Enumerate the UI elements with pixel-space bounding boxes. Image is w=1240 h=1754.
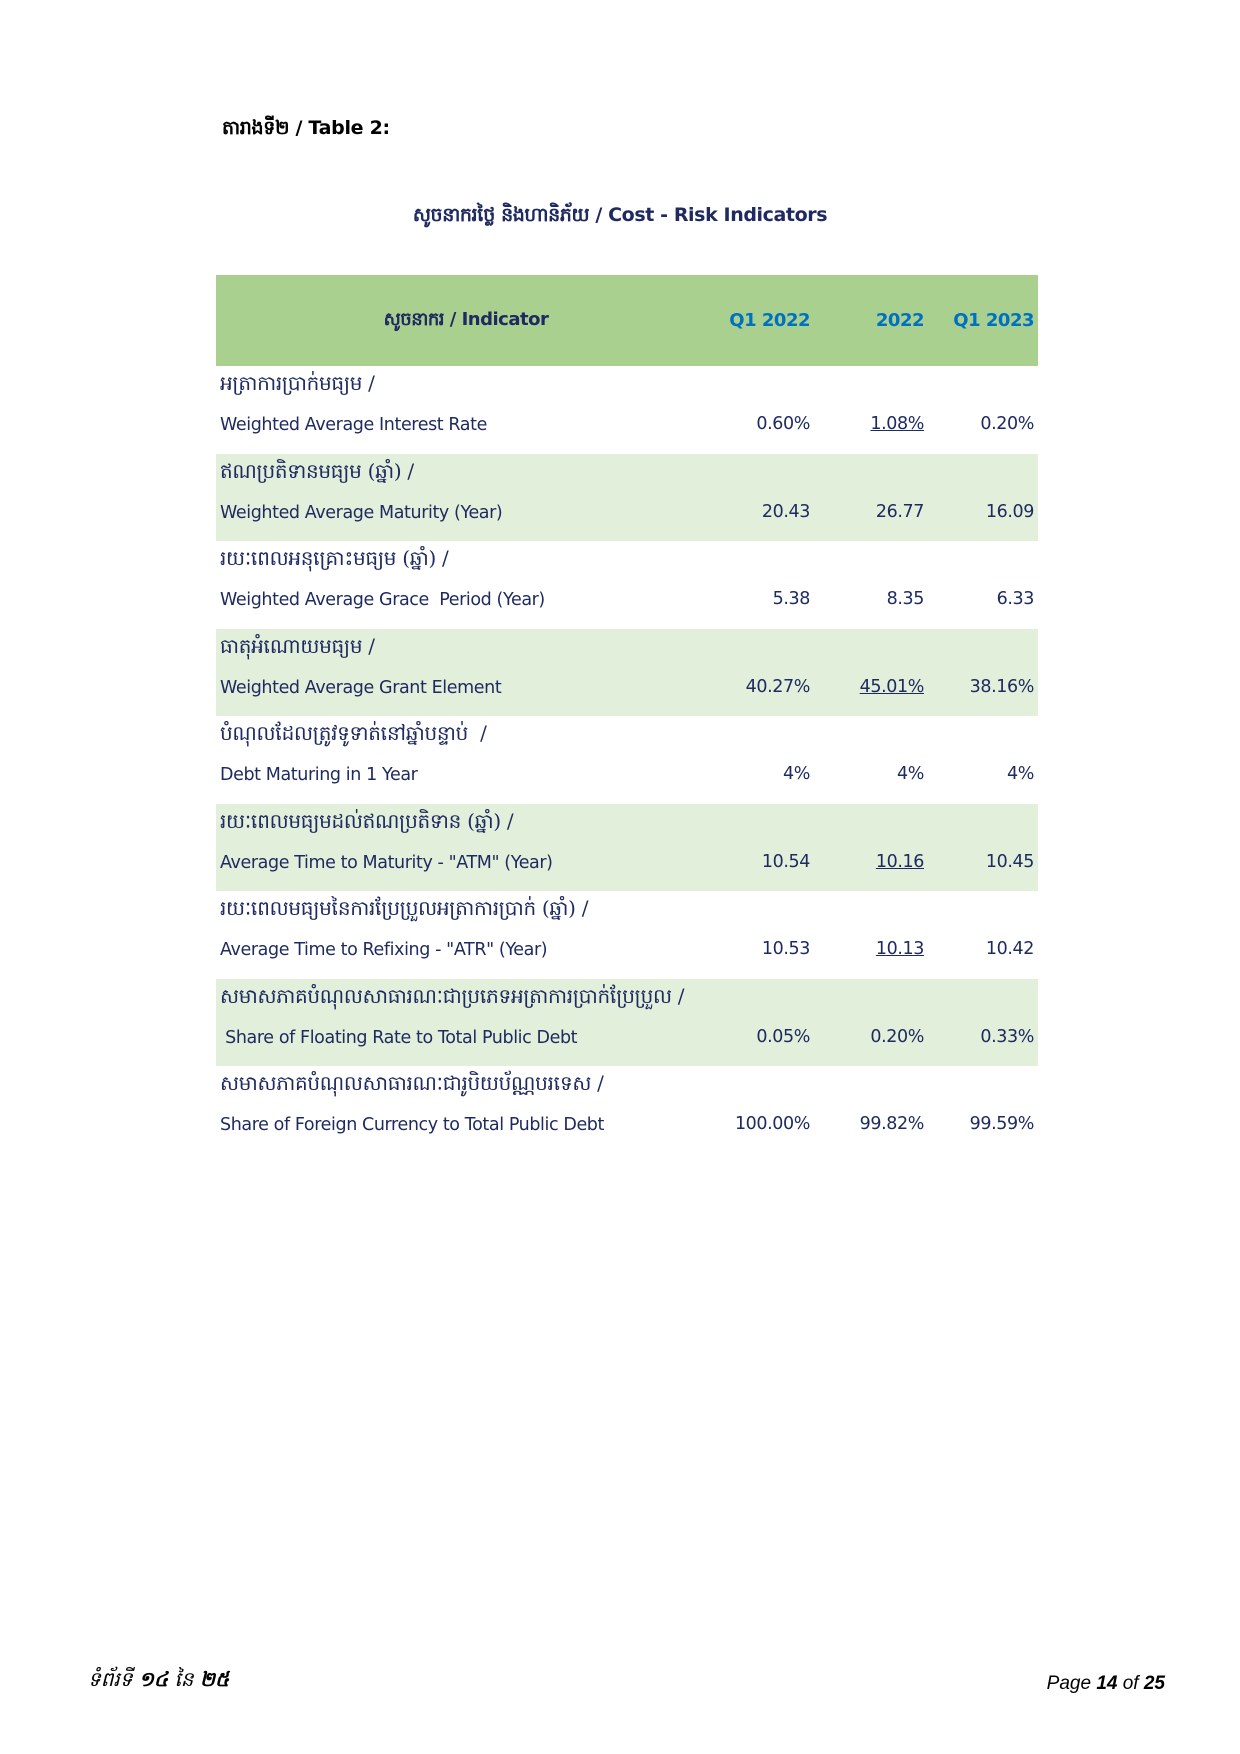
table-row (216, 366, 1038, 454)
indicator-cell (216, 804, 686, 892)
indicator-km: សមាសភាគបំណុលសាធារណៈជារូបិយប័ណ្ណបរទេស / (220, 1071, 604, 1095)
value-text: 10.54 (761, 851, 810, 872)
value-text: 10.53 (761, 939, 810, 959)
value-text: 4% (783, 764, 810, 784)
value-q1-2023 (928, 366, 1038, 454)
value-2022 (814, 979, 928, 1067)
value-text: 16.09 (985, 501, 1034, 522)
indicator-cell (216, 454, 686, 542)
footer-en-of: of (1117, 1673, 1144, 1694)
indicator-km: រយៈពេលមធ្យមនៃការប្រែប្រួលអត្រាការប្រាក់ (ឆ្នាំ) / (220, 896, 589, 920)
indicator-en: Weighted Average Interest Rate (220, 415, 487, 435)
indicator-cell (216, 716, 686, 804)
indicator-cell (216, 541, 686, 629)
table-row (216, 541, 1038, 629)
value-q1-2023 (928, 804, 1038, 892)
indicator-en: Average Time to Refixing - "ATR" (Year) (220, 940, 548, 960)
value-text: 0.20% (870, 1026, 924, 1047)
table-row (216, 716, 1038, 804)
value-2022 (814, 629, 928, 717)
indicator-km: ធាតុអំណោយមធ្យម / (220, 633, 375, 658)
value-text: 4% (1007, 764, 1034, 784)
value-q1-2022 (686, 366, 814, 454)
cost-risk-table (216, 275, 1038, 1154)
indicator-km: ឥណប្រតិទានមធ្យម (ឆ្នាំ) / (220, 458, 414, 483)
header-indicator: សូចនាករ / Indicator (383, 309, 549, 330)
value-text: 45.01% (859, 676, 924, 697)
table-header-row (216, 275, 1038, 366)
value-text: 26.77 (875, 501, 924, 522)
table-row (216, 1066, 1038, 1154)
value-text: 10.42 (985, 939, 1034, 959)
value-q1-2023 (928, 1066, 1038, 1154)
indicator-km: បំណុលដែលត្រូវទូទាត់នៅឆ្នាំបន្ទាប់ / (220, 721, 487, 745)
indicator-en: Weighted Average Maturity (Year) (220, 502, 503, 523)
table-row (216, 891, 1038, 979)
table-label: តារាងទី២ / Table 2: (222, 117, 390, 139)
value-q1-2022 (686, 541, 814, 629)
footer-en-prefix: Page (1046, 1673, 1097, 1694)
value-text: 6.33 (996, 589, 1034, 609)
value-text: 10.16 (875, 851, 924, 872)
indicator-km: អត្រាការប្រាក់មធ្យម / (220, 371, 375, 395)
value-q1-2023 (928, 629, 1038, 717)
value-q1-2022 (686, 804, 814, 892)
value-q1-2023 (928, 716, 1038, 804)
value-text: 10.13 (875, 939, 924, 959)
indicator-cell (216, 891, 686, 979)
value-text: 8.35 (886, 589, 924, 609)
footer-en-total: 25 (1143, 1673, 1165, 1694)
footer-en-page: 14 (1096, 1673, 1118, 1694)
value-q1-2023 (928, 891, 1038, 979)
value-text: 99.82% (859, 1114, 924, 1134)
footer-km-page: ១៤ (138, 1667, 169, 1691)
footer-km-of: នៃ (168, 1667, 200, 1691)
table-row (216, 454, 1038, 542)
value-text: 38.16% (969, 676, 1034, 697)
indicator-en: Weighted Average Grace Period (Year) (220, 590, 545, 610)
value-q1-2022 (686, 1066, 814, 1154)
value-text: 99.59% (969, 1114, 1034, 1134)
value-text: 0.60% (756, 414, 810, 434)
value-q1-2022 (686, 629, 814, 717)
header-q1-2022: Q1 2022 (729, 310, 810, 331)
value-text: 100.00% (734, 1114, 810, 1134)
table-row (216, 979, 1038, 1067)
indicator-cell (216, 1066, 686, 1154)
value-text: 10.45 (985, 851, 1034, 872)
indicator-cell (216, 366, 686, 454)
value-text: 40.27% (745, 676, 810, 697)
indicator-cell (216, 629, 686, 717)
header-2022: 2022 (875, 310, 924, 331)
value-2022 (814, 1066, 928, 1154)
value-text: 20.43 (761, 501, 810, 522)
indicator-en: Weighted Average Grant Element (220, 677, 502, 698)
table-title: សូចនាករថ្លៃ និងហានិភ័យ / Cost - Risk Indicators (412, 204, 828, 226)
footer-km-total: ២៥ (199, 1667, 230, 1691)
value-2022 (814, 891, 928, 979)
value-text: 0.05% (756, 1026, 810, 1047)
value-text: 1.08% (870, 414, 924, 434)
value-q1-2022 (686, 979, 814, 1067)
value-2022 (814, 366, 928, 454)
indicator-km: រយៈពេលអនុគ្រោះមធ្យម (ឆ្នាំ) / (220, 546, 449, 570)
value-2022 (814, 716, 928, 804)
footer-km-prefix: ទំព័រទី (88, 1667, 139, 1691)
value-text: 0.20% (980, 414, 1034, 434)
value-text: 5.38 (772, 589, 810, 609)
value-q1-2023 (928, 454, 1038, 542)
value-text: 4% (897, 764, 924, 784)
indicator-en: Share of Foreign Currency to Total Public Debt (220, 1115, 604, 1135)
indicator-km: រយៈពេលមធ្យមដល់ឥណប្រតិទាន (ឆ្នាំ) / (220, 808, 514, 833)
header-q1-2023: Q1 2023 (953, 310, 1034, 331)
indicator-cell (216, 979, 686, 1067)
table-row (216, 629, 1038, 717)
value-q1-2022 (686, 716, 814, 804)
value-q1-2022 (686, 891, 814, 979)
indicator-en: Average Time to Maturity - "ATM" (Year) (220, 852, 553, 873)
value-2022 (814, 454, 928, 542)
indicator-en: Debt Maturing in 1 Year (220, 765, 418, 785)
value-2022 (814, 804, 928, 892)
value-2022 (814, 541, 928, 629)
table-row (216, 804, 1038, 892)
indicator-km: សមាសភាគបំណុលសាធារណៈជាប្រភេទអត្រាការប្រាក់ប្រែប្រួល / (220, 983, 685, 1008)
value-text: 0.33% (980, 1026, 1034, 1047)
value-q1-2023 (928, 979, 1038, 1067)
value-q1-2023 (928, 541, 1038, 629)
footer-page-number (1047, 1673, 1165, 1695)
indicator-en: Share of Floating Rate to Total Public Debt (220, 1027, 578, 1048)
footer-page-number-km (88, 1666, 229, 1696)
value-q1-2022 (686, 454, 814, 542)
